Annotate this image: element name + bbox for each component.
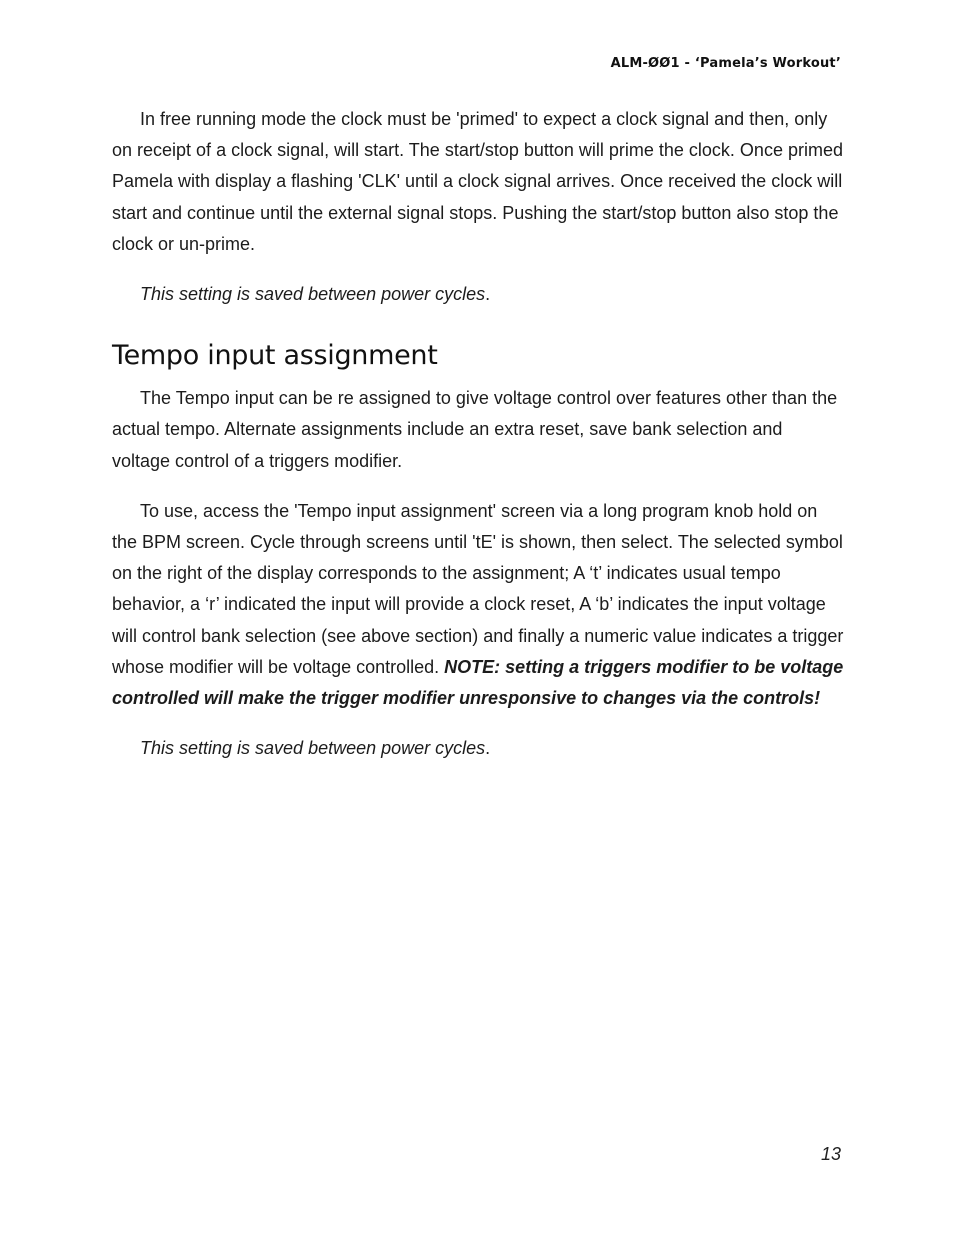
saved-note-period: .: [485, 738, 491, 759]
paragraph-saved-note-2: [112, 733, 844, 764]
page-number: 13: [820, 1144, 841, 1164]
saved-note-text: This setting is saved between power cycles: [140, 738, 486, 759]
tempo-usage-warning: NOTE: setting a triggers modifier to be voltage controlled will make the trigger modifier unresponsive to changes via the controls!: [112, 656, 844, 709]
running-header: ALM-ØØ1 - ‘Pamela’s Workout’: [610, 56, 841, 71]
page-content: [112, 104, 844, 764]
paragraph-free-running-mode: In free running mode the clock must be 'primed' to expect a clock signal and then, only on receipt of a clock signal, will start. The start/stop button will prime the clock. Once primed Pamela with display a flashing 'CLK' until a clock signal arrives. Once received the clock will start and continue until the external signal stops. Pushing the start/stop button also stop the clock or un-prime.: [112, 109, 843, 254]
paragraph-tempo-input-intro: The Tempo input can be re assigned to give voltage control over features other than the actual tempo. Alternate assignments include an extra reset, save bank selection and voltage control of a triggers modifier.: [112, 388, 838, 471]
saved-note-period: .: [485, 284, 491, 305]
tempo-usage-text: To use, access the 'Tempo input assignment' screen via a long program knob hold on the BPM screen. Cycle through screens until 'tE' is shown, then select. The selected symbol on the right of the display corresponds to the assignment; A ‘t’ indicates usual tempo behavior, a ‘r’ indicated the input will provide a clock reset, A ‘b’ indicates the input voltage will control bank selection (see above section) and finally a numeric value indicates a trigger whose modifier will be voltage controlled.: [112, 500, 844, 677]
paragraph-saved-note-1: [112, 279, 844, 310]
section-heading-tempo-input-assignment: Tempo input assignment: [112, 340, 438, 372]
saved-note-text: This setting is saved between power cycles: [140, 284, 486, 305]
paragraph-tempo-input-usage: [112, 496, 844, 714]
